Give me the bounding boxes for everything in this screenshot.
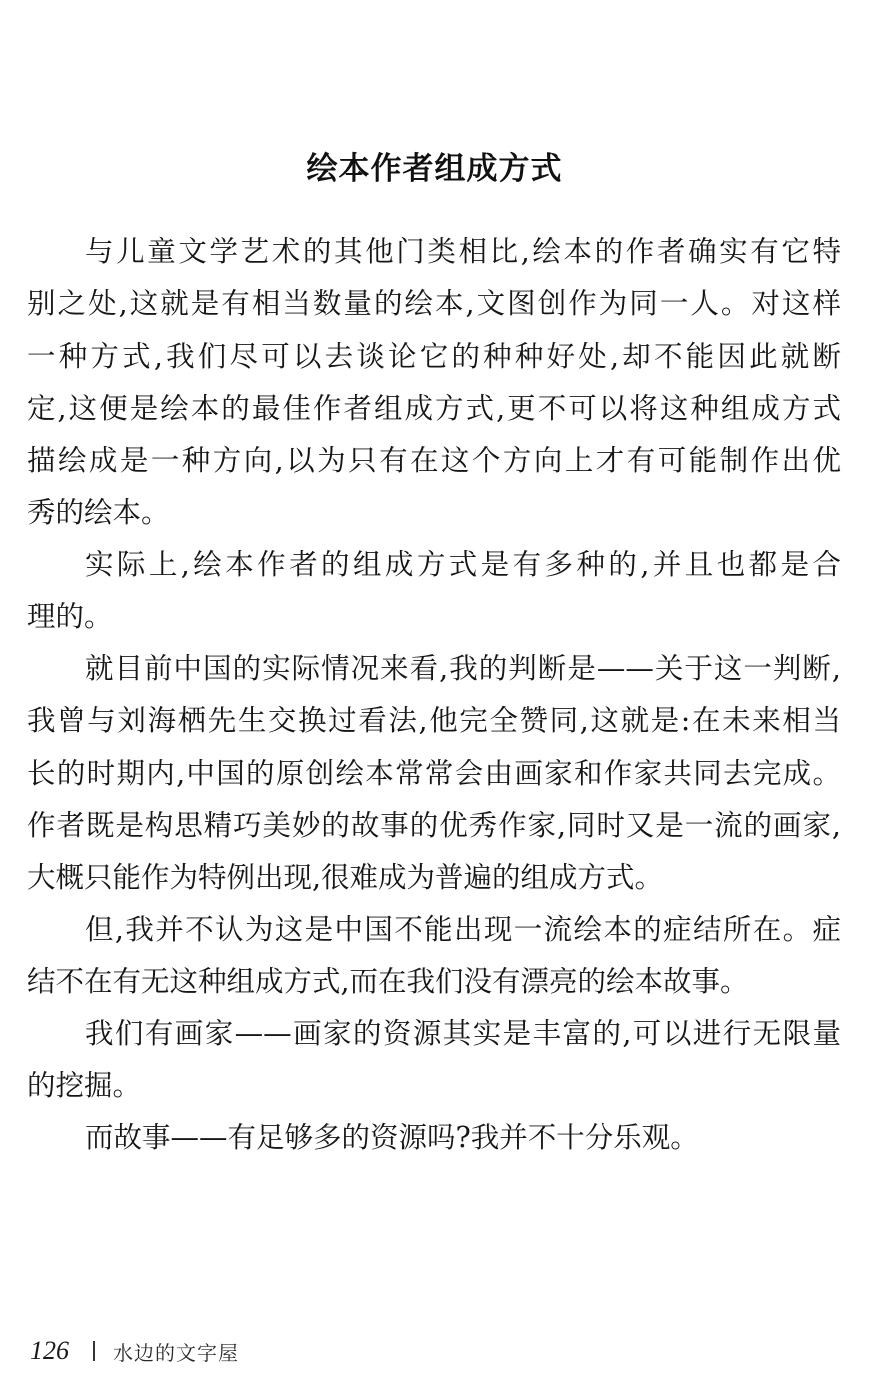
text-line: 作者既是构思精巧美妙的故事的优秀作家,同时又是一流的画家, <box>27 809 841 842</box>
text-line: 描绘成是一种方向,以为只有在这个方向上才有可能制作出优 <box>27 444 841 477</box>
text-line: 定,这便是绘本的最佳作者组成方式,更不可以将这种组成方式 <box>27 392 841 425</box>
running-book-title: 水边的文字屋 <box>113 1340 239 1365</box>
page-title: 绘本作者组成方式 <box>306 150 563 187</box>
text-line: 理的。 <box>27 600 113 633</box>
text-line: 大概只能作为特例出现,很难成为普遍的组成方式。 <box>27 861 664 894</box>
text-line: 而故事——有足够多的资源吗?我并不十分乐观。 <box>85 1121 699 1154</box>
text-line: 我曾与刘海栖先生交换过看法,他完全赞同,这就是:在未来相当 <box>27 704 841 737</box>
text-line: 实际上,绘本作者的组成方式是有多种的,并且也都是合 <box>85 548 841 581</box>
page-footer <box>30 1333 239 1369</box>
text-line: 的挖掘。 <box>27 1069 142 1102</box>
text-line: 秀的绘本。 <box>27 496 170 529</box>
text-line: 一种方式,我们尽可以去谈论它的种种好处,却不能因此就断 <box>27 340 841 373</box>
text-line: 结不在有无这种组成方式,而在我们没有漂亮的绘本故事。 <box>27 965 749 998</box>
text-line: 就目前中国的实际情况来看,我的判断是——关于这一判断, <box>85 652 841 685</box>
text-line: 与儿童文学艺术的其他门类相比,绘本的作者确实有它特 <box>85 235 841 268</box>
text-line: 别之处,这就是有相当数量的绘本,文图创作为同一人。对这样 <box>27 287 841 320</box>
text-line: 我们有画家——画家的资源其实是丰富的,可以进行无限量 <box>85 1017 841 1050</box>
text-line: 但,我并不认为这是中国不能出现一流绘本的症结所在。症 <box>85 913 841 946</box>
page-number: 126 <box>30 1336 69 1365</box>
text-line: 长的时期内,中国的原创绘本常常会由画家和作家共同去完成。 <box>27 757 841 790</box>
footer-separator <box>93 1341 95 1361</box>
